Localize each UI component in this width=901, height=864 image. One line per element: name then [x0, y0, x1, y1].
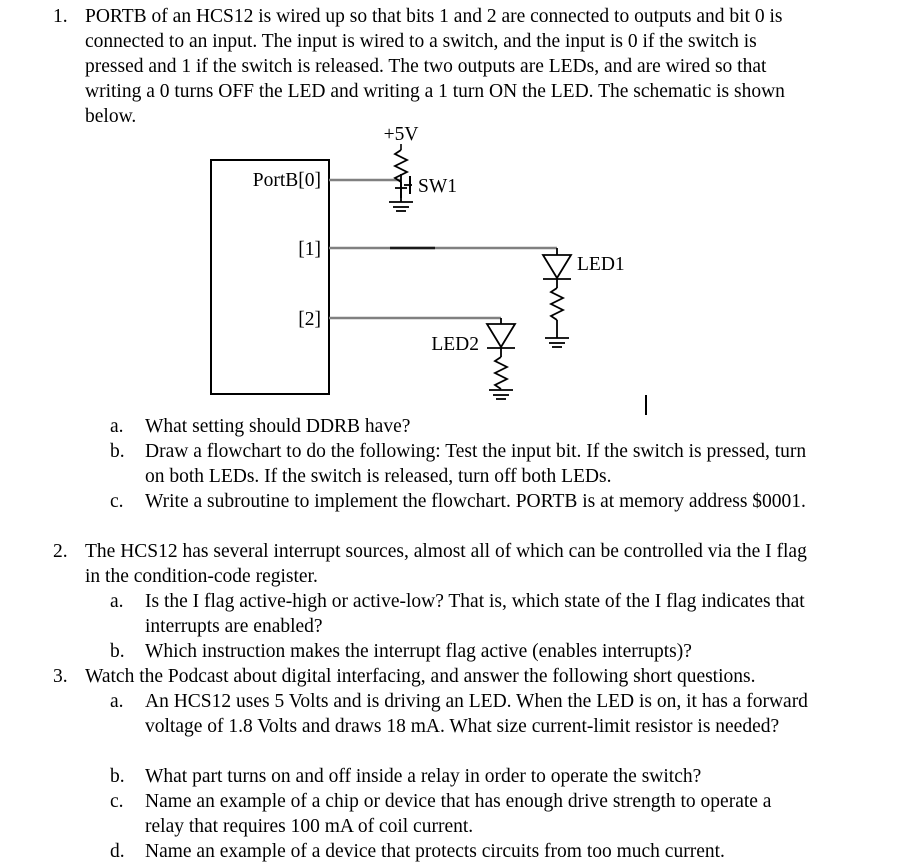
question-text: The HCS12 has several interrupt sources, almost all of which can be controlled via the I flag in the condition-code register. [85, 541, 807, 587]
list-item-question-3a [0, 689, 810, 739]
list-marker: 2. [53, 541, 68, 562]
list-item-question-3b [0, 764, 810, 789]
list-item-question-1b [0, 439, 810, 489]
mcu-port-box [211, 160, 329, 394]
question-text: Is the I flag active-high or active-low? That is, which state of the I flag indicates that interrupts are enabled? [145, 591, 805, 637]
question-text: Watch the Podcast about digital interfacing, and answer the following short questions. [85, 666, 756, 687]
question-text: Name an example of a chip or device that has enough drive strength to operate a relay that requires 100 mA of coil current. [145, 791, 772, 837]
question-text: Which instruction makes the interrupt flag active (enables interrupts)? [145, 641, 692, 662]
switch-label-sw1: SW1 [418, 176, 457, 197]
list-marker: c. [110, 491, 124, 512]
text-caret [645, 395, 647, 415]
question-text: An HCS12 uses 5 Volts and is driving an LED. When the LED is on, it has a forward voltage of 1.8 Volts and draws 18 mA. What size current-limit resistor is needed? [145, 691, 808, 737]
list-marker: 3. [53, 666, 68, 687]
led2-diode-triangle [487, 324, 515, 347]
list-marker: b. [110, 441, 125, 462]
supply-label-5v: +5V [383, 124, 419, 145]
list-item-question-2 [0, 539, 807, 589]
list-marker: b. [110, 641, 125, 662]
list-item-question-1 [0, 4, 807, 129]
question-text: Draw a flowchart to do the following: Test the input bit. If the switch is pressed, turn on both LEDs. If the switch is released, turn off both LEDs. [145, 441, 807, 487]
list-item-question-3d [0, 839, 810, 864]
list-marker: 1. [53, 6, 68, 27]
circuit-schematic [0, 118, 901, 418]
resistor-led1 [551, 288, 563, 320]
list-marker: b. [110, 766, 125, 787]
question-text: PORTB of an HCS12 is wired up so that bits 1 and 2 are connected to outputs and bit 0 is connected to an input. The input is wired to a switch, and the input is 0 if the switch is pressed and 1 if the switch is released. The two outputs are LEDs, and are wired so that writing a 0 turns OFF the LED and writing a 1 turn ON the LED. The schematic is shown below. [85, 6, 785, 127]
list-item-question-1c [0, 489, 810, 514]
question-text: What setting should DDRB have? [145, 416, 411, 437]
list-marker: a. [110, 591, 124, 612]
pin-label-portb1: [1] [298, 239, 321, 260]
list-item-question-2a [0, 589, 810, 639]
list-item-question-3 [0, 664, 807, 689]
list-marker: a. [110, 416, 124, 437]
list-marker: c. [110, 791, 124, 812]
led1-label: LED1 [577, 254, 625, 275]
led2-label: LED2 [431, 334, 479, 355]
pin-label-portb0: PortB[0] [252, 170, 321, 191]
list-marker: a. [110, 691, 124, 712]
list-item-question-2b [0, 639, 810, 664]
list-marker: d. [110, 841, 125, 862]
question-text: Write a subroutine to implement the flowchart. PORTB is at memory address $0001. [145, 491, 806, 512]
question-text: What part turns on and off inside a relay in order to operate the switch? [145, 766, 702, 787]
question-text: Name an example of a device that protects circuits from too much current. [145, 841, 725, 862]
resistor-led2 [495, 357, 507, 389]
led1-diode-triangle [543, 255, 571, 278]
list-item-question-3c [0, 789, 810, 839]
pin-label-portb2: [2] [298, 309, 321, 330]
